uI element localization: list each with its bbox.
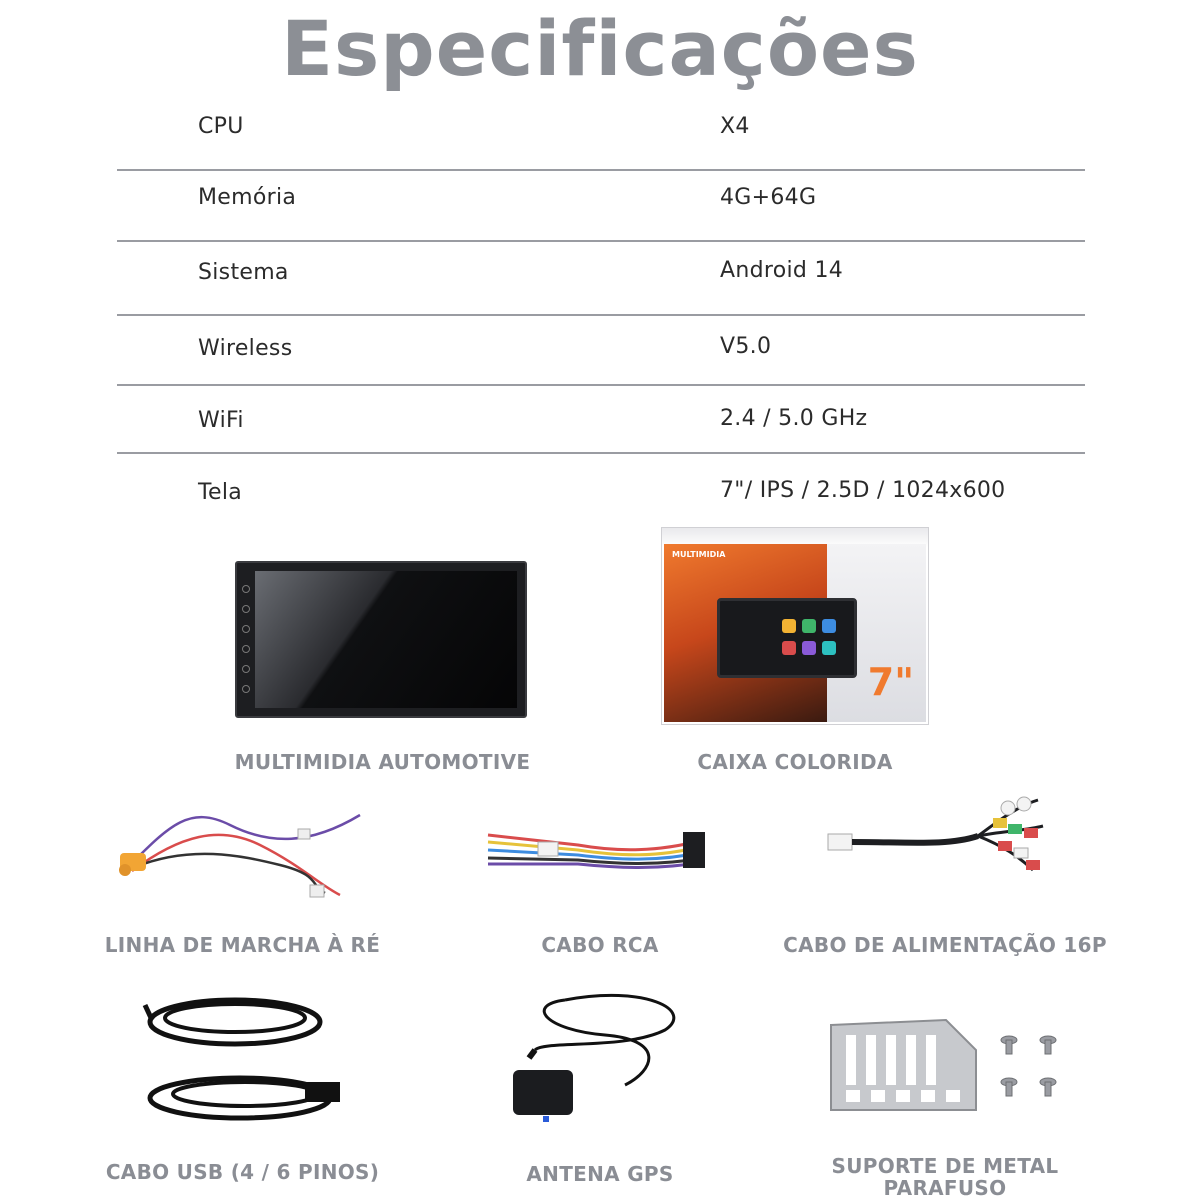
spec-row [117, 171, 1085, 242]
reverse-cable-image [110, 805, 370, 905]
usb-cable-image [140, 990, 350, 1135]
caption-rca: CABO RCA [541, 933, 659, 957]
power-cable-image [828, 786, 1058, 886]
spec-row [117, 454, 1085, 524]
size-badge: 7" [867, 660, 914, 704]
spec-key: WiFi [198, 408, 244, 433]
spec-value: Android 14 [720, 258, 844, 283]
rca-cable-image [488, 820, 718, 880]
caption-gps: ANTENA GPS [526, 1162, 674, 1186]
head-unit-image [235, 561, 527, 718]
spec-value: 7"/ IPS / 2.5D / 1024x600 [720, 478, 1006, 503]
spec-key: Sistema [198, 260, 289, 285]
spec-row [117, 242, 1085, 316]
box-label: MULTIMIDIA [672, 550, 726, 559]
caption-suporte-line2: PARAFUSO [883, 1176, 1007, 1200]
spec-value: V5.0 [720, 334, 772, 359]
caption-suporte-line1: SUPORTE DE METAL [831, 1154, 1059, 1178]
spec-row [117, 100, 1085, 171]
gps-antenna-image [505, 990, 695, 1125]
spec-value: 2.4 / 5.0 GHz [720, 406, 868, 431]
spec-value: 4G+64G [720, 185, 817, 210]
spec-row [117, 386, 1085, 454]
caption-usb: CABO USB (4 / 6 PINOS) [105, 1160, 380, 1184]
spec-key: Tela [198, 480, 243, 505]
metal-bracket-image [826, 1010, 1096, 1120]
page-title: Especificações [281, 4, 919, 93]
spec-value: X4 [720, 114, 750, 139]
colored-box-image [661, 527, 929, 725]
caption-multimidia: MULTIMIDIA AUTOMOTIVE [234, 750, 531, 774]
caption-alimentacao: CABO DE ALIMENTAÇÃO 16P [783, 933, 1107, 957]
spec-key: Wireless [198, 336, 293, 361]
caption-caixa: CAIXA COLORIDA [697, 750, 893, 774]
caption-marcha: LINHA DE MARCHA À RÉ [104, 933, 381, 957]
spec-key: Memória [198, 185, 297, 210]
spec-table [117, 100, 1085, 524]
spec-row [117, 316, 1085, 386]
spec-key: CPU [198, 114, 244, 139]
